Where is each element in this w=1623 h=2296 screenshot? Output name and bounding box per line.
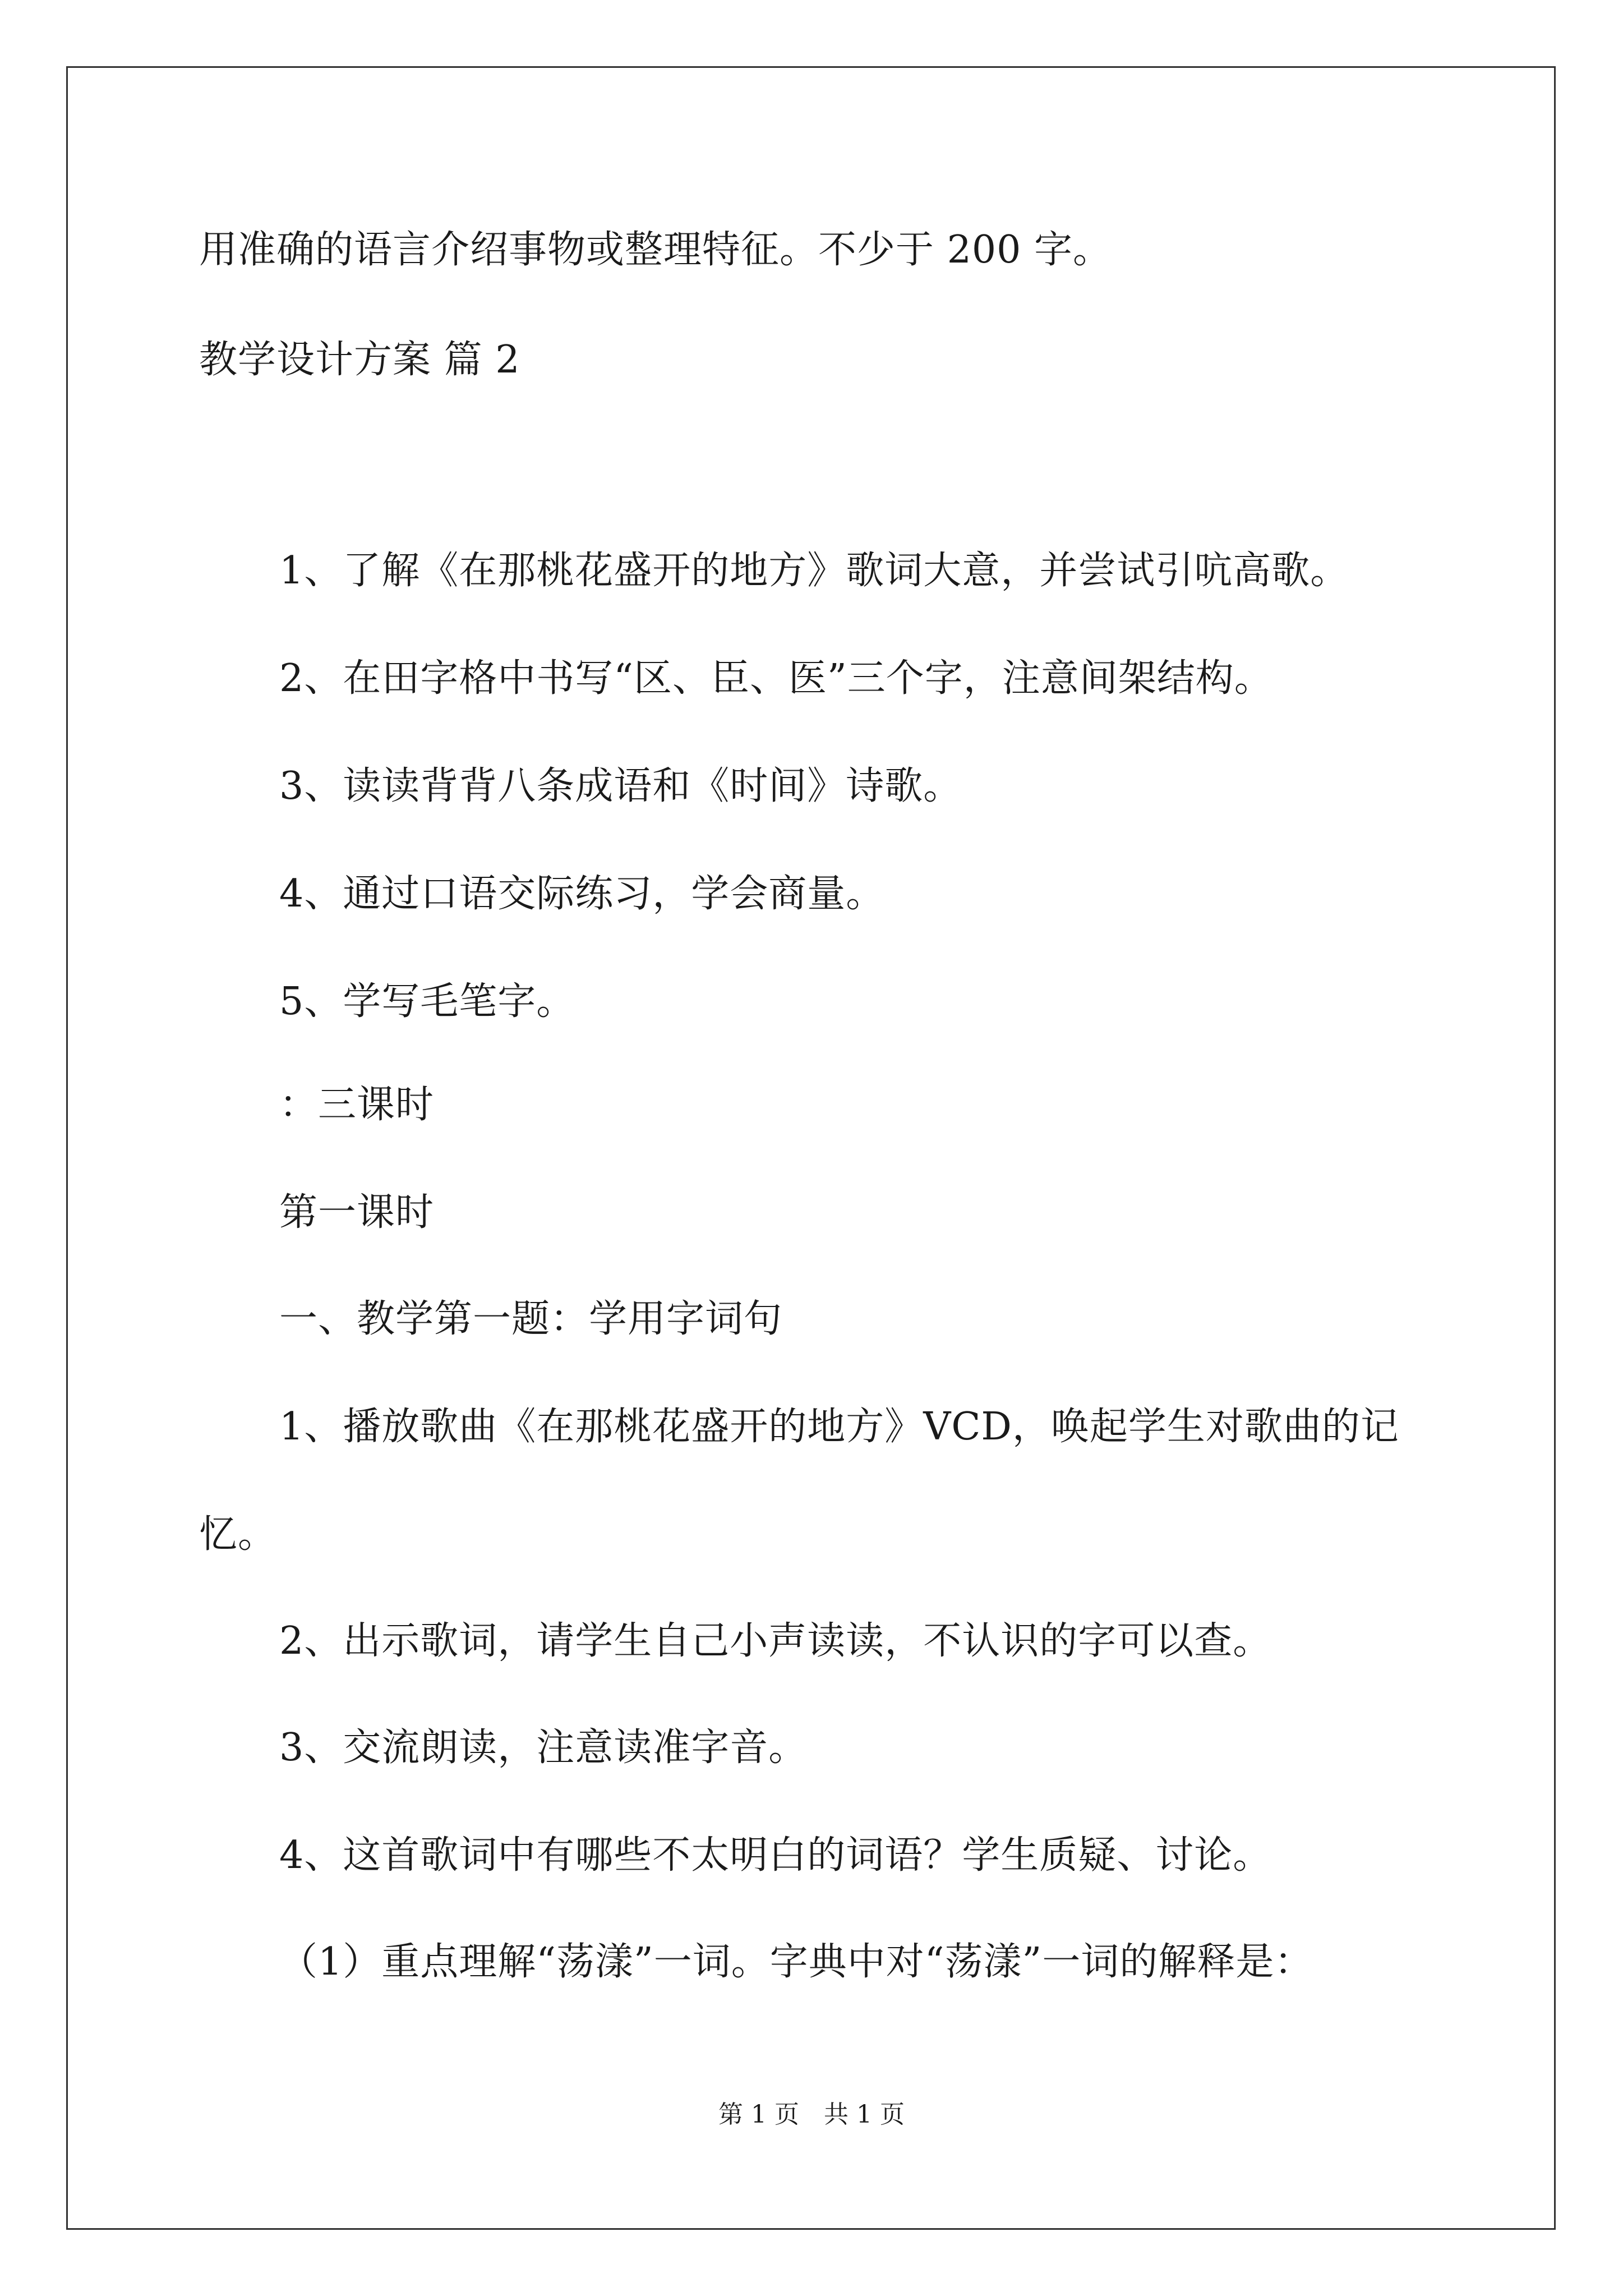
step-4-sub-1: （1）重点理解“荡漾”一词。字典中对“荡漾”一词的解释是：	[279, 1940, 1313, 1984]
section-title: 教学设计方案 篇 2	[199, 338, 520, 382]
periods-line: ：三课时	[279, 1083, 435, 1127]
goal-item-1: 1、了解《在那桃花盛开的地方》歌词大意，并尝试引吭高歌。	[279, 549, 1349, 593]
step-3: 3、交流朗读，注意读准字音。	[279, 1726, 808, 1770]
step-2: 2、出示歌词，请学生自己小声读读，不认识的字可以查。	[279, 1619, 1272, 1663]
part-title: 一、教学第一题：学用字词句	[279, 1297, 783, 1341]
intro-line: 用准确的语言介绍事物或整理特征。不少于 200 字。	[199, 228, 1112, 272]
goal-item-4: 4、通过口语交际练习，学会商量。	[279, 872, 885, 916]
step-4: 4、这首歌词中有哪些不太明白的词语？学生质疑、讨论。	[279, 1833, 1272, 1878]
step-1-line-1: 1、播放歌曲《在那桃花盛开的地方》VCD，唤起学生对歌曲的记	[279, 1405, 1399, 1449]
goal-item-2: 2、在田字格中书写“区、臣、医”三个字，注意间架结构。	[279, 656, 1273, 701]
goal-item-3: 3、读读背背八条成语和《时间》诗歌。	[279, 764, 962, 808]
page-footer: 第 1 页 共 1 页	[718, 2100, 905, 2129]
goal-item-5: 5、学写毛笔字。	[279, 979, 575, 1024]
step-1-line-2: 忆。	[199, 1512, 277, 1557]
page-border	[66, 66, 1556, 2230]
lesson-title: 第一课时	[279, 1190, 435, 1235]
